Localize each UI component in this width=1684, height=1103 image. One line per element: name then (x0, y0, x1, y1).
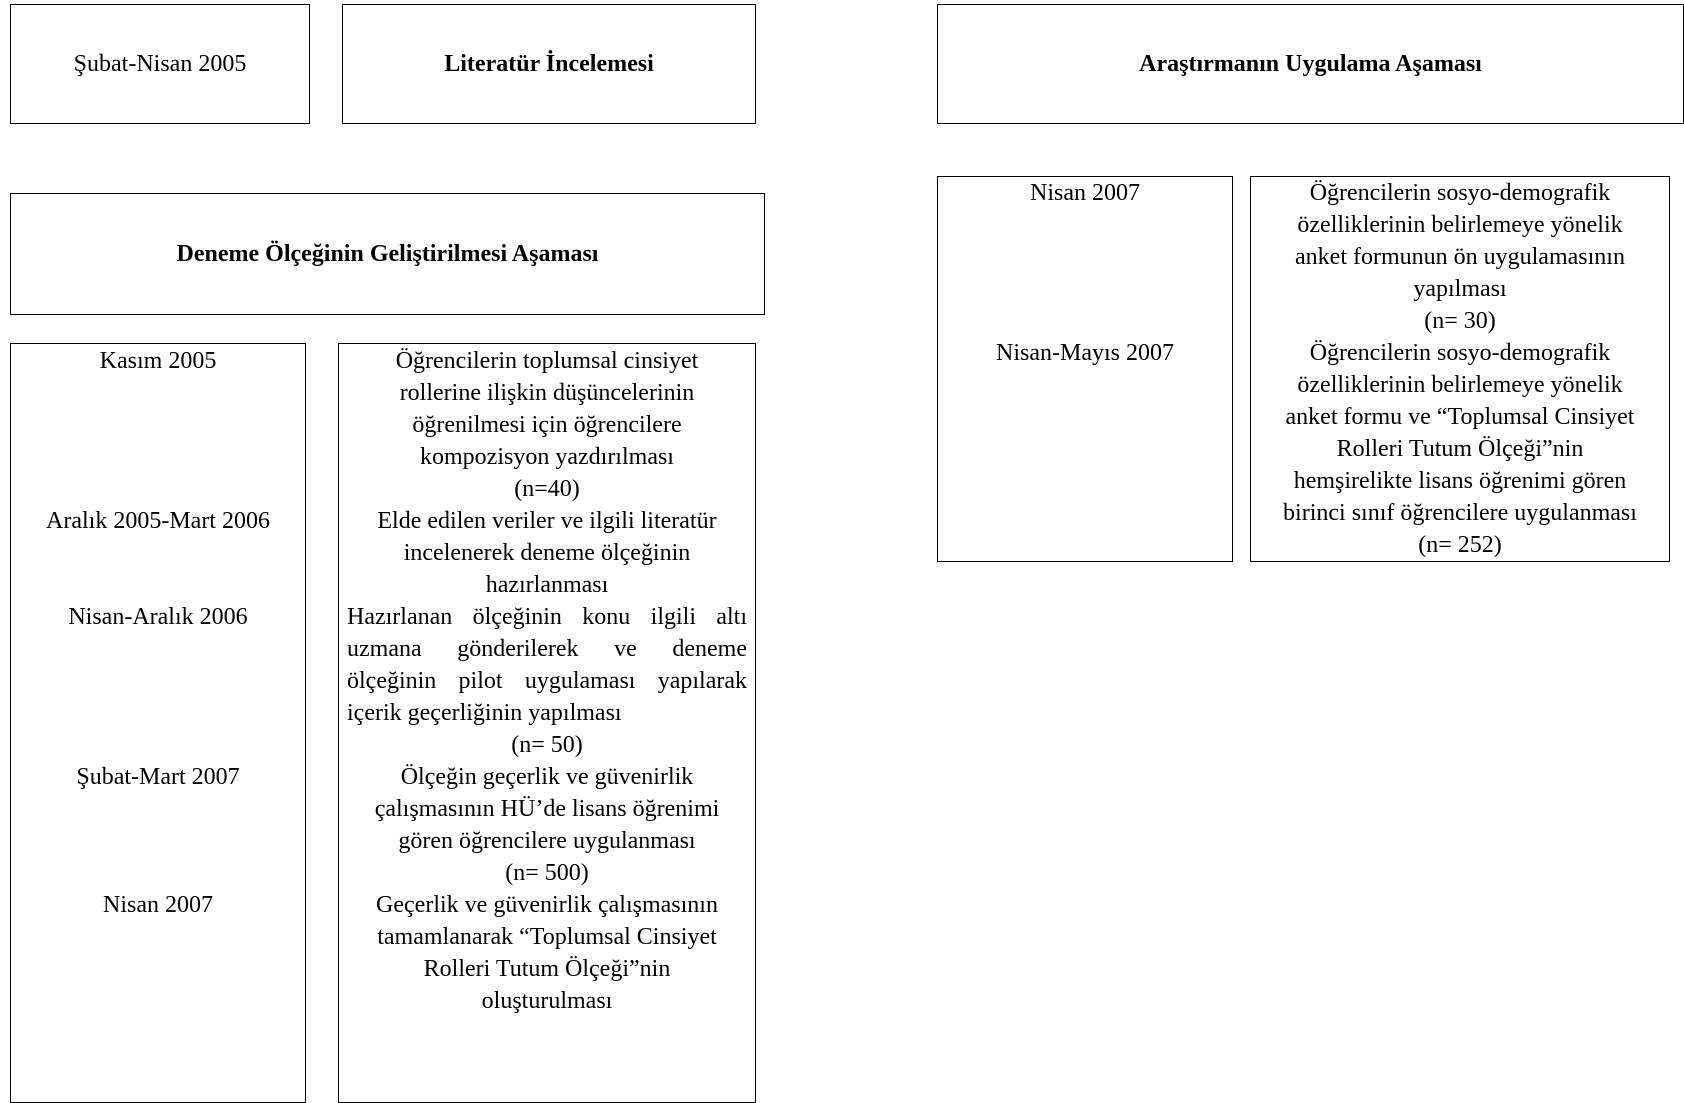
development-phase-title-box (10, 193, 765, 315)
period-label: Şubat-Nisan 2005 (73, 50, 247, 77)
step-line: rollerine ilişkin düşüncelerinin (399, 380, 695, 406)
date-label: Nisan 2007 (1030, 180, 1140, 206)
step-line: Elde edilen veriler ve ilgili literatür (377, 508, 717, 534)
step-line: Rolleri Tutum Ölçeği”nin (423, 956, 671, 982)
step-line: anket formunun ön uygulamasının (1295, 244, 1625, 270)
period-box-literature (10, 4, 310, 124)
application-phase-title: Araştırmanın Uygulama Aşaması (1139, 50, 1482, 77)
step-pretest (1251, 177, 1669, 337)
development-steps-column (338, 343, 756, 1103)
step-line: Rolleri Tutum Ölçeği”nin (1336, 436, 1584, 462)
literature-review-title: Literatür İncelemesi (444, 50, 654, 77)
step-final-scale (339, 889, 755, 1017)
date-label: Şubat-Mart 2007 (76, 764, 240, 790)
step-line: uzmana gönderilerek ve deneme (347, 636, 747, 662)
step-line: hazırlanması (485, 572, 609, 598)
step-line: çalışmasının HÜ’de lisans öğrenimi (374, 796, 720, 822)
step-line: oluşturulması (481, 988, 613, 1014)
step-line: Ölçeğin geçerlik ve güvenirlik (400, 764, 694, 790)
step-line: (n= 50) (511, 732, 583, 758)
step-line: özelliklerinin belirlemeye yönelik (1297, 212, 1623, 238)
step-essay (339, 345, 755, 505)
step-line: (n= 500) (505, 860, 589, 886)
step-line: (n= 30) (1424, 308, 1496, 334)
step-line: gören öğrencilere uygulanması (398, 828, 696, 854)
development-phase-title: Deneme Ölçeğinin Geliştirilmesi Aşaması (176, 240, 599, 267)
step-line: (n=40) (514, 476, 580, 502)
step-main-application (1251, 337, 1669, 561)
step-line: Öğrencilerin sosyo-demografik (1309, 180, 1611, 206)
application-dates-column (937, 176, 1233, 562)
date-label: Nisan-Mayıs 2007 (996, 340, 1174, 366)
date-label: Kasım 2005 (99, 348, 217, 374)
step-validity-reliability (339, 761, 755, 889)
step-line: Geçerlik ve güvenirlik çalışmasının (376, 892, 718, 918)
step-line: incelenerek deneme ölçeğinin (403, 540, 691, 566)
step-line: içerik geçerliğinin yapılması (347, 700, 622, 726)
step-line: özelliklerinin belirlemeye yönelik (1297, 372, 1623, 398)
step-line: ölçeğinin pilot uygulaması yapılarak (347, 668, 747, 694)
development-dates-column (10, 343, 306, 1103)
date-label: Nisan-Aralık 2006 (68, 604, 248, 630)
application-steps-column (1250, 176, 1670, 562)
step-draft-scale (339, 505, 755, 601)
step-line: Hazırlanan ölçeğinin konu ilgili altı (347, 604, 747, 630)
literature-review-box (342, 4, 756, 124)
step-line: öğrenilmesi için öğrencilere (412, 412, 682, 438)
step-content-validity (347, 601, 747, 761)
step-line: anket formu ve “Toplumsal Cinsiyet (1285, 404, 1635, 430)
date-label: Nisan 2007 (103, 892, 213, 918)
step-line: tamamlanarak “Toplumsal Cinsiyet (377, 924, 717, 950)
step-line: (n= 252) (1418, 532, 1502, 558)
step-line: birinci sınıf öğrencilere uygulanması (1283, 500, 1637, 526)
step-line: Öğrencilerin sosyo-demografik (1309, 340, 1611, 366)
step-line: kompozisyon yazdırılması (420, 444, 674, 470)
date-label: Aralık 2005-Mart 2006 (46, 508, 270, 534)
step-line: Öğrencilerin toplumsal cinsiyet (395, 348, 699, 374)
application-phase-title-box (937, 4, 1684, 124)
step-line: hemşirelikte lisans öğrenimi gören (1293, 468, 1627, 494)
step-line: yapılması (1413, 276, 1507, 302)
